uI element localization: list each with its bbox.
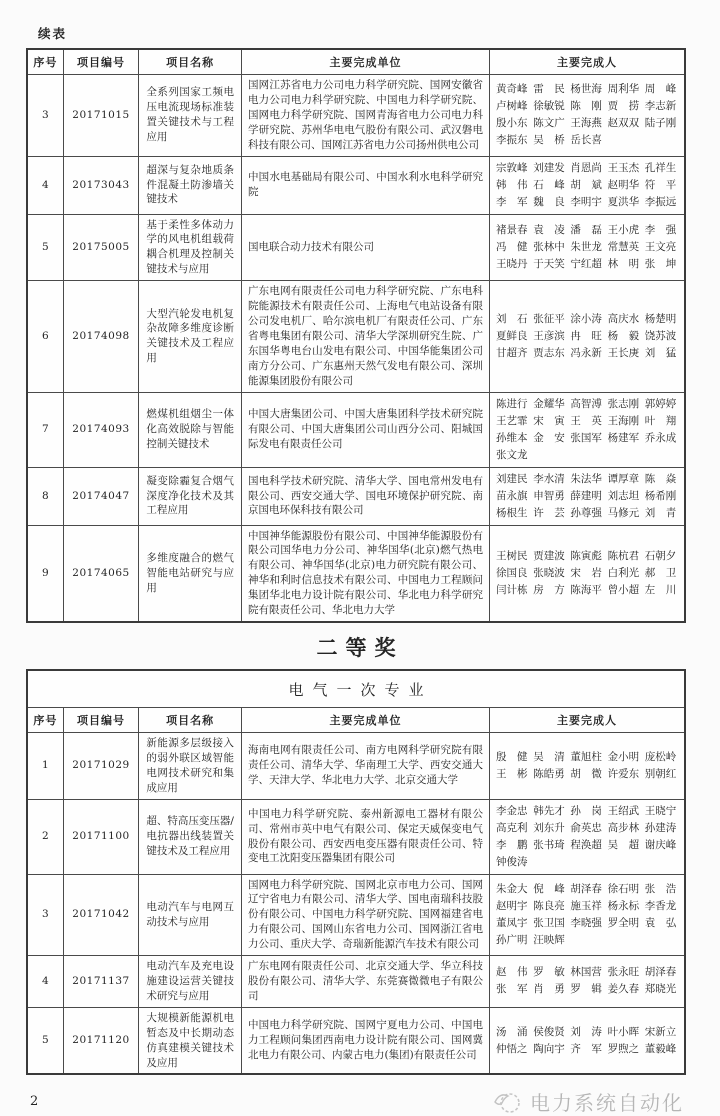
person-name: 金耀华 [533,397,565,410]
person-name: 杨 毅 [607,329,640,342]
person-name: 孙尊强 [570,506,602,519]
units-cell: 中国神华能源股份有限公司、中国神华能源股份有限公司国华电力分公司、神华国华(北京)燃气热电有限公司、神华国华(北京)电力研究院有限公司、神华和利时信息技术有限公司、中国电力工程顾问集团华北电力设计院有限公司、华北电力科学研究院有限责任公司、华北电力大学 [241,525,489,622]
project-code-cell: 20174047 [63,467,139,525]
units-cell: 国网电力科学研究院、国网北京市电力公司、国网辽宁省电力有限公司、清华大学、国电南瑞科技股份有限公司、中国电力科学研究院、国网福建省电力有限公司、国网山东省电力公司、国网浙江省电力公司、重庆大学、奇瑞新能源汽车技术有限公司 [241,874,489,956]
column-header-people: 主要完成人 [490,49,685,75]
person-name: 罗 辑 [570,983,602,996]
project-name-cell: 大型汽轮发电机复杂故障多维度诊断关键技术及工程应用 [139,281,242,392]
person-name: 王晓丹 [496,257,528,270]
person-name: 高智溥 [570,397,602,410]
person-name: 乔永成 [644,431,677,444]
column-header-units: 主要完成单位 [241,707,489,732]
serial-cell: 4 [27,956,63,1008]
page-footer [26,1087,686,1116]
person-name: 林国营 [570,966,602,979]
person-name: 李明宇 [570,195,602,208]
project-code-cell: 20173043 [63,156,139,214]
person-name: 冯 健 [496,240,528,253]
person-name: 张 浩 [644,882,677,895]
person-name: 宋 岩 [570,566,602,579]
person-name: 肖恩尚 [570,161,602,174]
person-name: 苗永旗 [496,489,528,502]
person-name: 杨根生 [496,506,528,519]
second-prize-table [26,669,686,1076]
person-name: 郭婷婷 [644,397,677,410]
serial-cell: 8 [27,467,63,525]
person-name: 罗煦之 [607,1042,640,1055]
person-name: 别朝红 [644,767,677,780]
person-name: 李水清 [533,472,565,485]
person-name: 金小明 [607,750,640,763]
serial-cell: 7 [27,392,63,467]
person-name: 殷 健 [496,750,528,763]
column-header-serial: 序号 [27,707,63,732]
person-name: 宋新立 [644,1025,677,1038]
person-name: 赵明宇 [496,899,528,912]
person-name: 刘东升 [533,821,565,834]
people-cell [490,75,685,157]
person-name: 张征平 [533,312,565,325]
person-name: 夏鲜良 [496,329,528,342]
person-name: 房 方 [533,583,565,596]
second-prize-heading: 二等奖 [316,634,404,660]
person-name: 袁 凌 [533,223,565,236]
person-name: 孙建涛 [644,821,677,834]
project-code-cell: 20171042 [63,874,139,956]
person-name: 李振东 [496,134,528,147]
person-name: 雷 民 [533,83,565,96]
person-name: 白利光 [607,566,640,579]
person-name: 赵明华 [607,178,640,191]
person-name: 石朝夕 [644,549,677,562]
person-name: 贾志东 [533,346,565,359]
table-row [27,1007,685,1074]
person-name: 张 坤 [644,257,677,270]
person-name: 姜久春 [607,983,640,996]
project-name-cell: 燃煤机组烟尘一体化高效脱除与智能控制关键技术 [139,392,242,467]
serial-cell: 9 [27,525,63,622]
units-cell: 中国水电基础局有限公司、中国水利水电科学研究院 [241,156,489,214]
person-name: 刘建民 [496,472,528,485]
person-name: 朱法华 [570,472,602,485]
people-cell [490,392,685,467]
person-name: 王 英 [570,414,602,427]
person-name: 王玉杰 [607,161,640,174]
person-name: 韩先才 [533,804,565,817]
person-name: 刘 石 [496,312,528,325]
person-name: 王树民 [496,549,528,562]
person-name: 杨永标 [607,899,640,912]
table-row [27,75,685,157]
person-name: 许 芸 [533,506,565,519]
table-row [27,281,685,392]
person-name: 孔祥生 [644,161,677,174]
people-cell [490,156,685,214]
person-name: 闫计栋 [496,583,528,596]
people-cell [490,214,685,281]
person-name: 王 彬 [496,767,528,780]
person-name: 陈文广 [533,117,565,130]
person-name: 陈海平 [570,583,602,596]
serial-cell: 3 [27,874,63,956]
person-name: 侯俊贤 [533,1025,565,1038]
person-name: 李振远 [644,195,677,208]
person-name: 程涣超 [570,838,602,851]
people-cell [490,1007,685,1074]
units-cell: 国电科学技术研究院、清华大学、国电常州发电有限公司、西安交通大学、国电环境保护研究院、南京国电环保科技有限公司 [241,467,489,525]
person-name: 贾建波 [533,549,565,562]
project-code-cell: 20175005 [63,214,139,281]
person-name: 王彦滨 [533,329,565,342]
person-name: 周利华 [607,83,640,96]
table-row [27,874,685,956]
person-name: 陈寅彪 [570,549,602,562]
person-name: 李 军 [496,195,528,208]
person-name: 陈 刚 [570,100,602,113]
person-name: 汤 涌 [496,1025,528,1038]
person-name: 曾小超 [607,583,640,596]
person-name: 钟俊涛 [496,855,528,868]
people-cell [490,281,685,392]
person-name: 高步林 [607,821,640,834]
person-name: 卢树峰 [496,100,528,113]
person-name: 罗 敏 [533,966,565,979]
person-name: 王小虎 [607,223,640,236]
person-name: 仲悟之 [496,1042,528,1055]
units-cell: 国网江苏省电力公司电力科学研究院、国网安徽省电力公司电力科学研究院、中国电力科学研究院、国网电力科学研究院、国网青海省电力公司电力科学研究院、苏州华电电气股份有限公司、武汉磐电科技有限公司、国网江苏省电力公司扬州供电公司 [241,75,489,157]
units-cell: 广东电网有限责任公司、北京交通大学、华立科技股份有限公司、清华大学、东莞赛微微电子有限公司 [241,956,489,1008]
person-name: 张 军 [496,983,528,996]
serial-cell: 2 [27,799,63,874]
people-cell [490,525,685,622]
table-row [27,799,685,874]
serial-cell: 3 [27,75,63,157]
person-name: 周 峰 [644,83,677,96]
person-name: 宗敦峰 [496,161,528,174]
person-name: 金 安 [533,431,565,444]
column-header-project: 项目名称 [139,707,242,732]
table-row [27,956,685,1008]
units-cell: 海南电网有限责任公司、南方电网科学研究院有限责任公司、清华大学、华南理工大学、西安交通大学、天津大学、华北电力大学、北京交通大学 [241,732,489,799]
column-header-row [27,49,685,75]
person-name: 肖 勇 [533,983,565,996]
serial-cell: 5 [27,1007,63,1074]
units-cell: 国电联合动力技术有限公司 [241,214,489,281]
person-name: 张卫国 [533,916,565,929]
table-row [27,732,685,799]
continued-table-label: 续表 [38,26,68,41]
person-name: 朱世龙 [570,240,602,253]
person-name: 张林中 [533,240,565,253]
person-name: 胡 微 [570,767,602,780]
person-name: 马修元 [607,506,640,519]
people-cell [490,956,685,1008]
person-name: 孙 岗 [570,804,602,817]
person-name: 孙维本 [496,431,528,444]
table-row [27,214,685,281]
person-name: 胡泽春 [570,882,602,895]
person-name: 胡 斌 [570,178,602,191]
person-name: 宁红超 [570,257,602,270]
person-name: 谭厚章 [607,472,640,485]
person-name: 韩 伟 [496,178,528,191]
units-cell: 中国电力科学研究院、国网宁夏电力公司、中国电力工程顾问集团西南电力设计院有限公司、国网冀北电力有限公司、内蒙古电力(集团)有限责任公司 [241,1007,489,1074]
person-name: 倪 峰 [533,882,565,895]
project-name-cell: 电动汽车及充电设施建设运营关键技术研究与应用 [139,956,242,1008]
person-name: 甘超齐 [496,346,528,359]
person-name: 殷小东 [496,117,528,130]
person-name: 饶苏波 [644,329,677,342]
person-name: 陶向宇 [533,1042,565,1055]
project-code-cell: 20171029 [63,732,139,799]
person-name: 王海燕 [570,117,602,130]
serial-cell: 6 [27,281,63,392]
project-name-cell: 多维度融合的燃气智能电站研究与应用 [139,525,242,622]
person-name: 岳长喜 [570,134,602,147]
person-name: 于天笑 [533,257,565,270]
psa-logo-bird-icon [493,1090,523,1114]
person-name: 刘 猛 [644,346,677,359]
person-name: 张文龙 [496,448,528,461]
person-name: 张志刚 [607,397,640,410]
person-name: 杨楚明 [644,312,677,325]
person-name: 叶小晖 [607,1025,640,1038]
people-cell [490,799,685,874]
person-name: 宋 寅 [533,414,565,427]
person-name: 齐 军 [570,1042,602,1055]
person-name: 王艺霏 [496,414,528,427]
person-name: 朱金大 [496,882,528,895]
project-name-cell: 超深与复杂地质条件混凝土防渗墙关键技术 [139,156,242,214]
person-name: 郝 卫 [644,566,677,579]
units-cell: 广东电网有限责任公司电力科学研究院、广东电科院能源技术有限责任公司、上海电气电站设备有限公司发电机厂、哈尔滨电机厂有限责任公司、广东省粤电集团有限公司、清华大学深圳研究生院、广东国华粤电台山发电有限公司、中国华能集团公司南方分公司、广东惠州天然气发电有限公司、深圳能源集团股份有限公司 [241,281,489,392]
section-header-electrical-primary: 电气一次专业 [27,670,685,708]
project-code-cell: 20174093 [63,392,139,467]
person-name: 吴 桥 [533,134,565,147]
person-name: 赵 伟 [496,966,528,979]
psa-logo-text: 电力系统自动化 [530,1091,684,1116]
person-name: 张永旺 [607,966,640,979]
person-name: 夏洪华 [607,195,640,208]
person-name: 陈良亮 [533,899,565,912]
person-name: 王绍武 [607,804,640,817]
person-name: 杨建军 [607,431,640,444]
person-name: 徐石明 [607,882,640,895]
person-name: 黄奇峰 [496,83,528,96]
person-name: 李 强 [644,223,677,236]
person-name: 左 川 [644,583,677,596]
first-prize-continued-table [26,48,686,623]
person-name: 石 峰 [533,178,565,191]
person-name: 林 明 [607,257,640,270]
project-name-cell: 大规模新能源机电暂态及中长期动态仿真建模关键技术及应用 [139,1007,242,1074]
page-number: 2 [30,1094,39,1110]
person-name: 施玉祥 [570,899,602,912]
person-name: 胡泽春 [644,966,677,979]
project-code-cell: 20174065 [63,525,139,622]
person-name: 张国军 [570,431,602,444]
person-name: 李志新 [644,100,677,113]
person-name: 符 平 [644,178,677,191]
person-name: 张书琦 [533,838,565,851]
psa-logo [493,1087,684,1116]
serial-cell: 4 [27,156,63,214]
person-name: 涂小涛 [570,312,602,325]
person-name: 陈皓勇 [533,767,565,780]
person-name: 李 鹏 [496,838,528,851]
person-name: 褚景春 [496,223,528,236]
project-code-cell: 20171137 [63,956,139,1008]
table-row [27,525,685,622]
person-name: 申智勇 [533,489,565,502]
units-cell: 中国电力科学研究院、泰州新源电工器材有限公司、常州市英中电气有限公司、保定天威保变电气股份有限公司、西安西电变压器有限责任公司、特变电工沈阳变压器集团有限公司 [241,799,489,874]
table-row [27,392,685,467]
person-name: 叶 翔 [644,414,677,427]
project-name-cell: 凝变除霾复合烟气深度净化技术及其工程应用 [139,467,242,525]
person-name: 刘 青 [644,506,677,519]
person-name: 董旭柱 [570,750,602,763]
person-name: 许爱东 [607,767,640,780]
column-header-code: 项目编号 [63,49,139,75]
person-name: 贾 捞 [607,100,640,113]
person-name: 刘志坦 [607,489,640,502]
person-name: 赵双双 [607,117,640,130]
person-name: 常慧英 [607,240,640,253]
person-name: 吴 清 [533,750,565,763]
person-name: 陈进行 [496,397,528,410]
serial-cell: 1 [27,732,63,799]
person-name: 潘 磊 [570,223,602,236]
project-name-cell: 新能源多层级接入的弱外联区域智能电网技术研究和集成应用 [139,732,242,799]
person-name: 庞松岭 [644,750,677,763]
project-name-cell: 电动汽车与电网互动技术与应用 [139,874,242,956]
table-row [27,156,685,214]
person-name: 徐国良 [496,566,528,579]
people-cell [490,467,685,525]
serial-cell: 5 [27,214,63,281]
person-name: 董凤宇 [496,916,528,929]
person-name: 王晓宁 [644,804,677,817]
column-header-people: 主要完成人 [490,707,685,732]
person-name: 刘 涛 [570,1025,602,1038]
person-name: 李晓强 [570,916,602,929]
person-name: 汪映辉 [533,933,565,946]
person-name: 高克利 [496,821,528,834]
person-name: 高庆水 [607,312,640,325]
person-name: 李香龙 [644,899,677,912]
person-name: 郑晓光 [644,983,677,996]
person-name: 杨希刚 [644,489,677,502]
column-header-units: 主要完成单位 [241,49,489,75]
people-cell [490,874,685,956]
person-name: 王海刚 [607,414,640,427]
project-name-cell: 基于柔性多体动力学的风电机组载荷耦合机理及控制关键技术与应用 [139,214,242,281]
person-name: 李金忠 [496,804,528,817]
person-name: 袁 弘 [644,916,677,929]
column-header-code: 项目编号 [63,707,139,732]
person-name: 陈杭君 [607,549,640,562]
project-name-cell: 全系列国家工频电压电流现场标准装置关键技术与工程应用 [139,75,242,157]
project-name-cell: 超、特高压变压器/电抗器出线装置关键技术及工程应用 [139,799,242,874]
project-code-cell: 20171100 [63,799,139,874]
column-header-serial: 序号 [27,49,63,75]
section-header-row [27,670,685,708]
table-row [27,467,685,525]
person-name: 薛建明 [570,489,602,502]
person-name: 杨世海 [570,83,602,96]
person-name: 陈 焱 [644,472,677,485]
person-name: 吴 超 [607,838,640,851]
units-cell: 中国大唐集团公司、中国大唐集团科学技术研究院有限公司、中国大唐集团公司山西分公司、阳城国际发电有限责任公司 [241,392,489,467]
person-name: 冯永新 [570,346,602,359]
person-name: 董毅峰 [644,1042,677,1055]
person-name: 孙广明 [496,933,528,946]
person-name: 谢庆峰 [644,838,677,851]
person-name: 陆子刚 [644,117,677,130]
person-name: 冉 旺 [570,329,602,342]
people-cell [490,732,685,799]
person-name: 张晓波 [533,566,565,579]
person-name: 魏 良 [533,195,565,208]
project-code-cell: 20174098 [63,281,139,392]
person-name: 刘建发 [533,161,565,174]
person-name: 王文亮 [644,240,677,253]
person-name: 俞英忠 [570,821,602,834]
person-name: 罗全明 [607,916,640,929]
person-name: 徐敏锐 [533,100,565,113]
column-header-project: 项目名称 [139,49,242,75]
person-name: 王长庚 [607,346,640,359]
column-header-row [27,707,685,732]
project-code-cell: 20171015 [63,75,139,157]
project-code-cell: 20171120 [63,1007,139,1074]
